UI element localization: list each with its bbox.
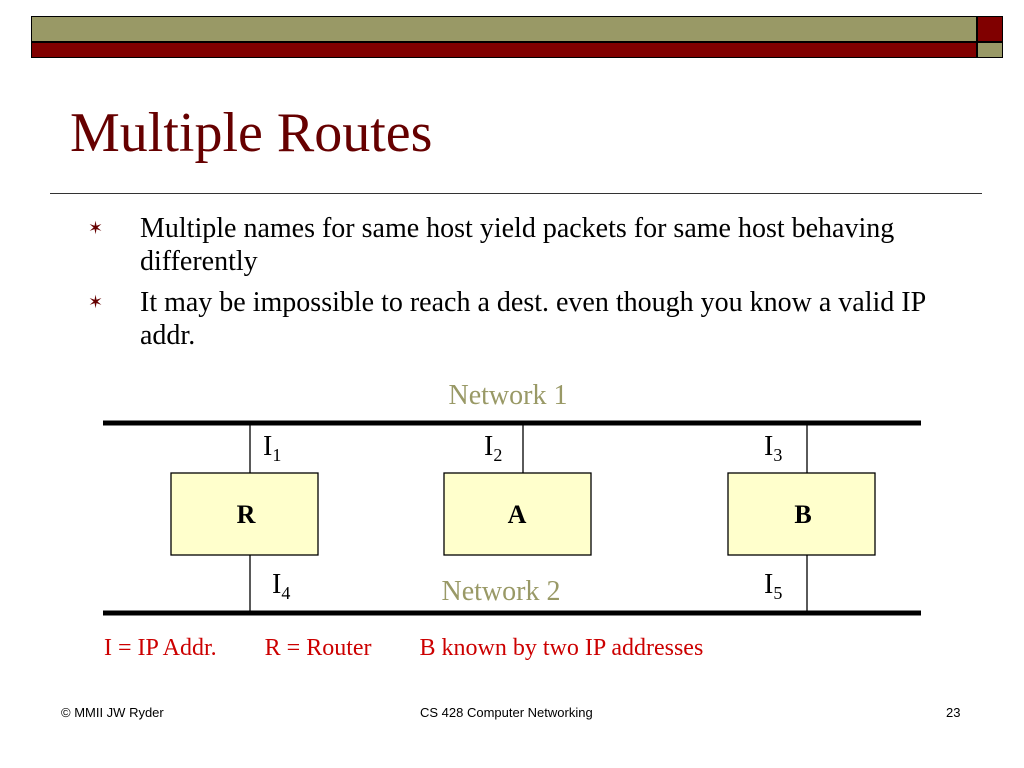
legend-ip-definition: I = IP Addr. (104, 635, 217, 661)
footer-page-number: 23 (946, 705, 961, 720)
network-2-label: Network 2 (441, 576, 561, 607)
network-1-label: Network 1 (448, 380, 568, 411)
network-diagram (0, 370, 1024, 630)
bullet-list (88, 212, 968, 360)
legend-b-note: B known by two IP addresses (419, 635, 704, 661)
router-label: R (236, 500, 256, 529)
star-bullet-icon: ✶ (88, 218, 104, 238)
host-b-label: B (794, 500, 812, 529)
bullet-item (88, 286, 968, 352)
header-bar-olive (31, 16, 977, 42)
diagram-legend (104, 635, 745, 662)
legend-router-definition: R = Router (264, 635, 372, 661)
interface-label-i5: $I_5$ (764, 569, 783, 603)
host-a-label: A (507, 500, 527, 529)
title-divider (50, 193, 982, 194)
footer-course: CS 428 Computer Networking (420, 705, 593, 720)
interface-label-i4: $I_4$ (272, 569, 291, 603)
interface-label-i1: $I_1$ (263, 431, 282, 465)
bullet-item (88, 212, 968, 278)
header-square-maroon (977, 16, 1003, 42)
interface-label-i3: $I_3$ (764, 431, 783, 465)
star-bullet-icon: ✶ (88, 292, 104, 312)
bullet-text: It may be impossible to reach a dest. even though you know a valid IP addr. (140, 287, 926, 351)
header-bar-maroon (31, 42, 977, 58)
bullet-text: Multiple names for same host yield packets for same host behaving differently (140, 213, 895, 277)
footer-copyright: © MMII JW Ryder (61, 705, 164, 720)
header-square-olive (977, 42, 1003, 58)
slide-title: Multiple Routes (70, 102, 433, 164)
interface-label-i2: $I_2$ (484, 431, 503, 465)
